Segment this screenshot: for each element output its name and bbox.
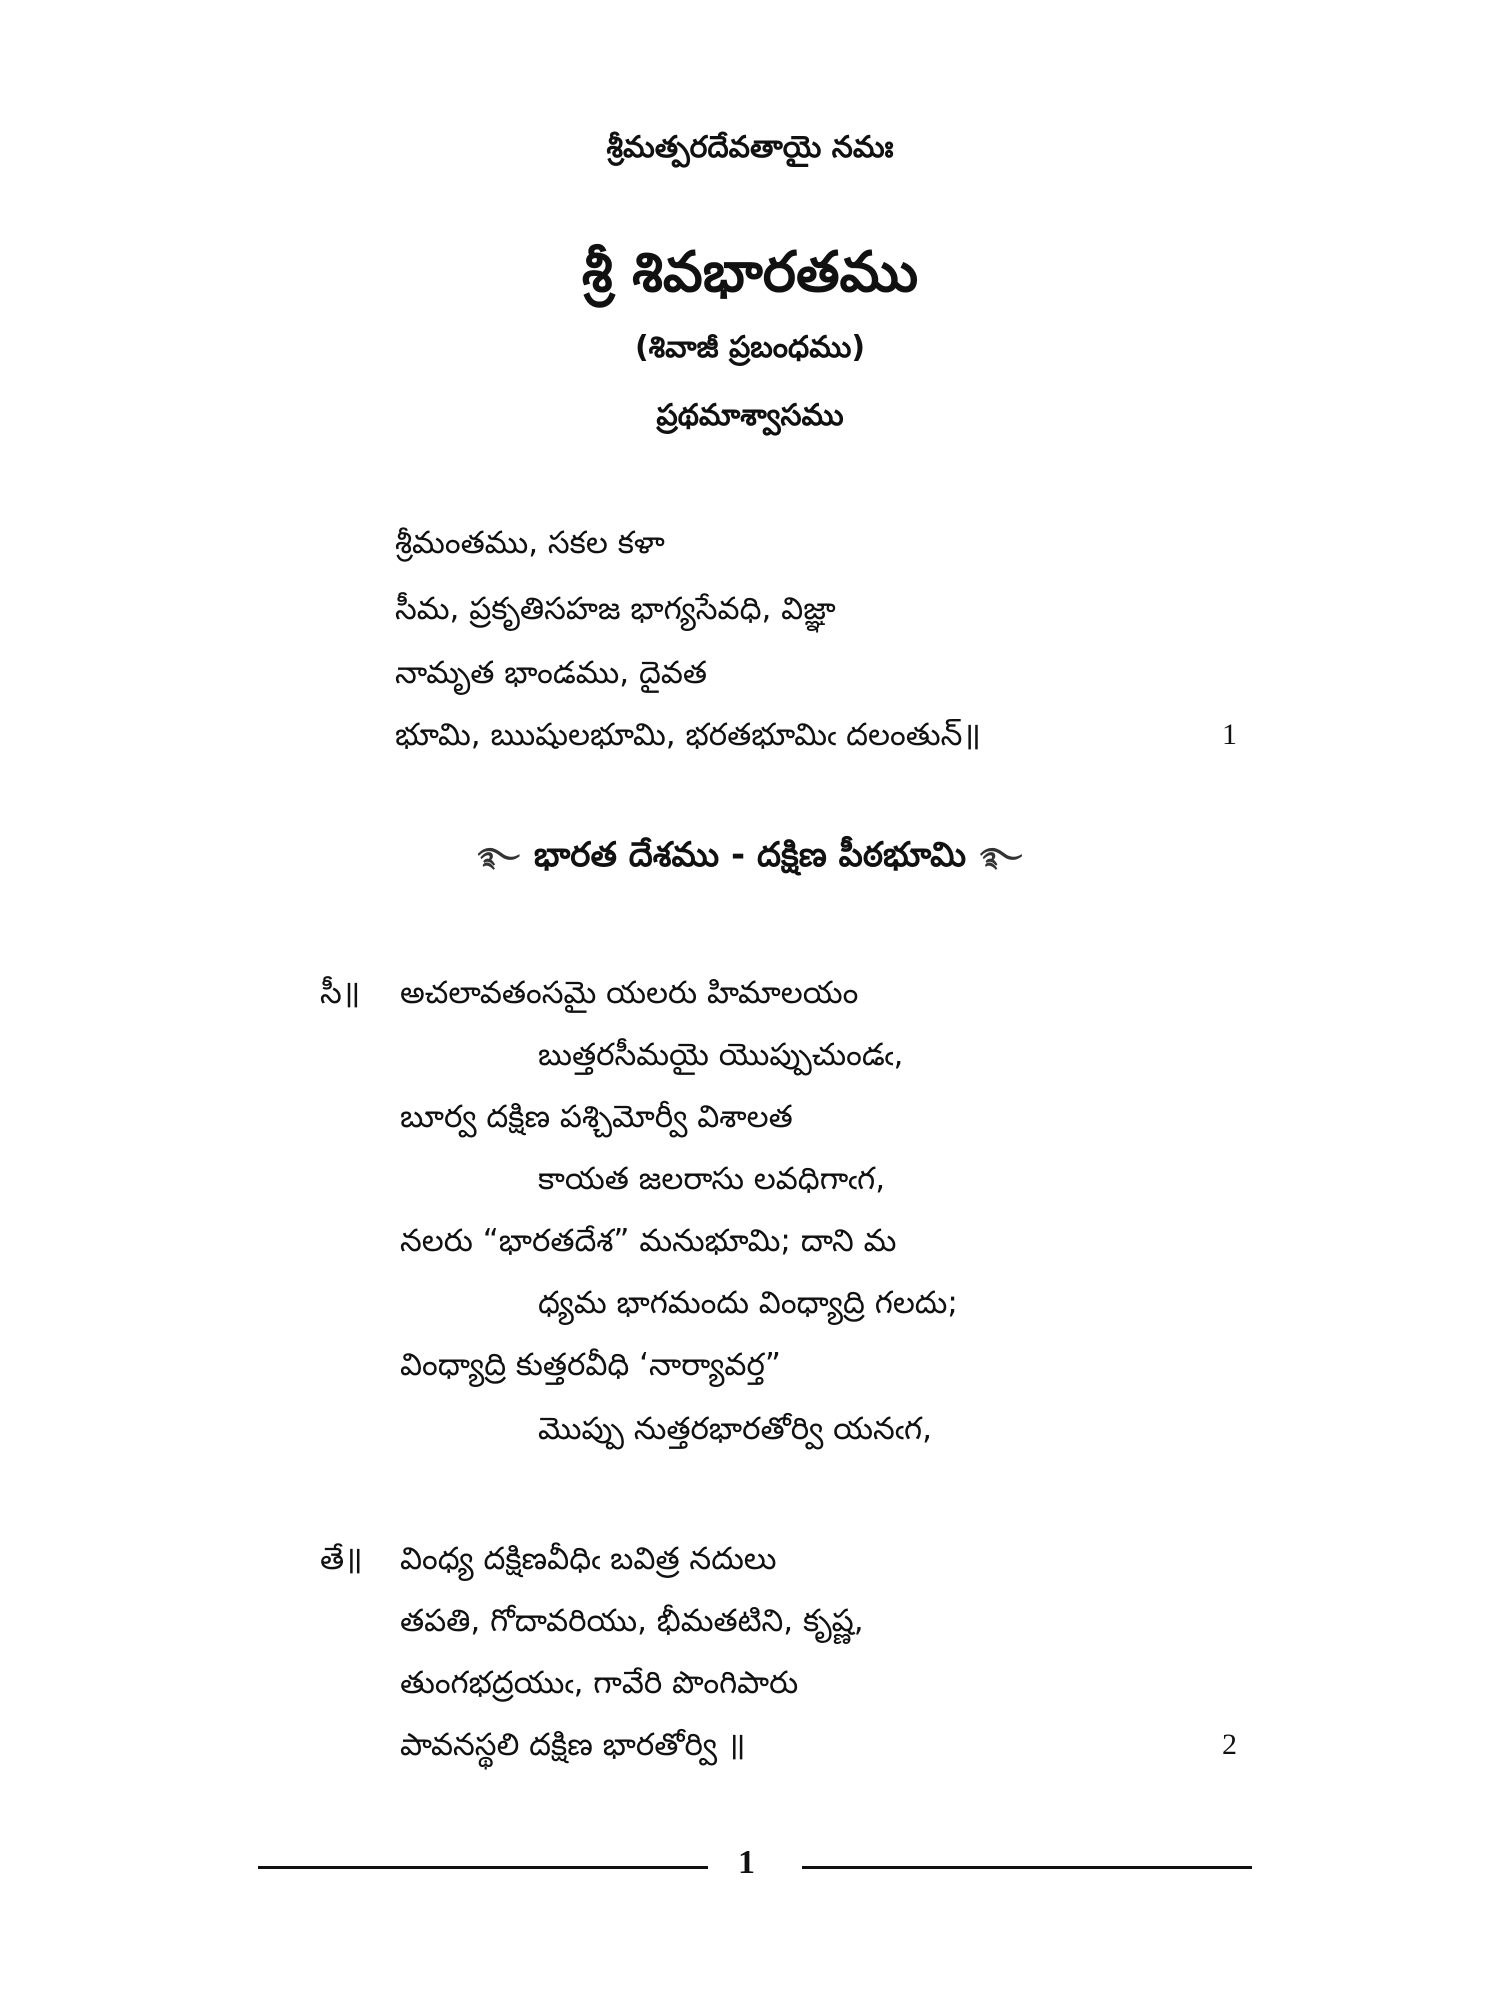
verse-1-line-2: సీమ, ప్రకృతిసహజ భాగ్యసేవధి, విజ్ఞా	[395, 591, 836, 627]
verse-2-line-3: బూర్వ దక్షిణ పశ్చిమోర్వీ విశాలత	[400, 1099, 793, 1135]
verse-2-geeti-line-3: తుంగభద్రయుఁ, గావేరి పొంగిపారు	[400, 1665, 799, 1701]
footer-rule-right	[802, 1866, 1252, 1869]
verse-2-line-6: ధ్యమ భాగమందు వింధ్యాద్రి గలదు;	[538, 1285, 958, 1321]
verse-2-geeti-line-1: వింధ్య దక్షిణవీధిఁ బవిత్ర నదులు	[400, 1541, 777, 1577]
geeti-marker: తే॥	[320, 1541, 363, 1577]
verse-2-line-1: అచలావతంసమై యలరు హిమాలయం	[400, 975, 859, 1011]
verse-1-line-4: భూమి, ఋషులభూమి, భరతభూమిఁ దలంతున్॥	[395, 717, 981, 753]
subtitle: (శివాజీ ప్రబంధము)	[634, 330, 866, 365]
invocation-line: శ్రీమత్పరదేవతాయై నమః	[606, 130, 894, 165]
verse-2-geeti-line-4: పావనస్థలి దక్షిణ భారతోర్వి ॥	[400, 1727, 746, 1763]
verse-1-number: 1	[1222, 718, 1237, 751]
verse-2-line-5: నలరు “భారతదేశ” మనుభూమి; దాని మ	[400, 1223, 897, 1259]
verse-2-number: 2	[1222, 1728, 1237, 1761]
verse-2-line-8: మొప్పు నుత్తరభారతోర్వి యనఁగ,	[538, 1411, 932, 1447]
page-number: 1	[738, 1844, 755, 1881]
verse-1-line-3: నామృత భాండము, దైవత	[395, 655, 708, 691]
verse-2-line-7: వింధ్యాద్రి కుత్తరవీధి ‘నార్యావర్త”	[400, 1347, 781, 1383]
ornament-left-icon: ࿐	[477, 843, 520, 873]
sisa-marker: సీ॥	[320, 975, 361, 1011]
page-title: శ్రీ శివభారతము	[581, 240, 919, 305]
verse-2-line-2: బుత్తరసీమయై యొప్పుచుండఁ,	[538, 1037, 904, 1073]
chapter-heading: ప్రథమాశ్వాసము	[656, 398, 844, 433]
section-heading	[0, 835, 1500, 875]
verse-2-line-4: కాయత జలరాసు లవధిగాఁగ,	[538, 1161, 886, 1197]
section-heading-text: భారత దేశము - దక్షిణ పీఠభూమి	[533, 835, 967, 875]
footer-rule-left	[258, 1866, 708, 1869]
verse-2-geeti-line-2: తపతి, గోదావరియు, భీమతటిని, కృష్ణ,	[400, 1603, 864, 1639]
verse-1-line-1: శ్రీమంతము, సకల కళా	[395, 525, 665, 561]
ornament-right-icon: ࿐	[980, 843, 1023, 873]
